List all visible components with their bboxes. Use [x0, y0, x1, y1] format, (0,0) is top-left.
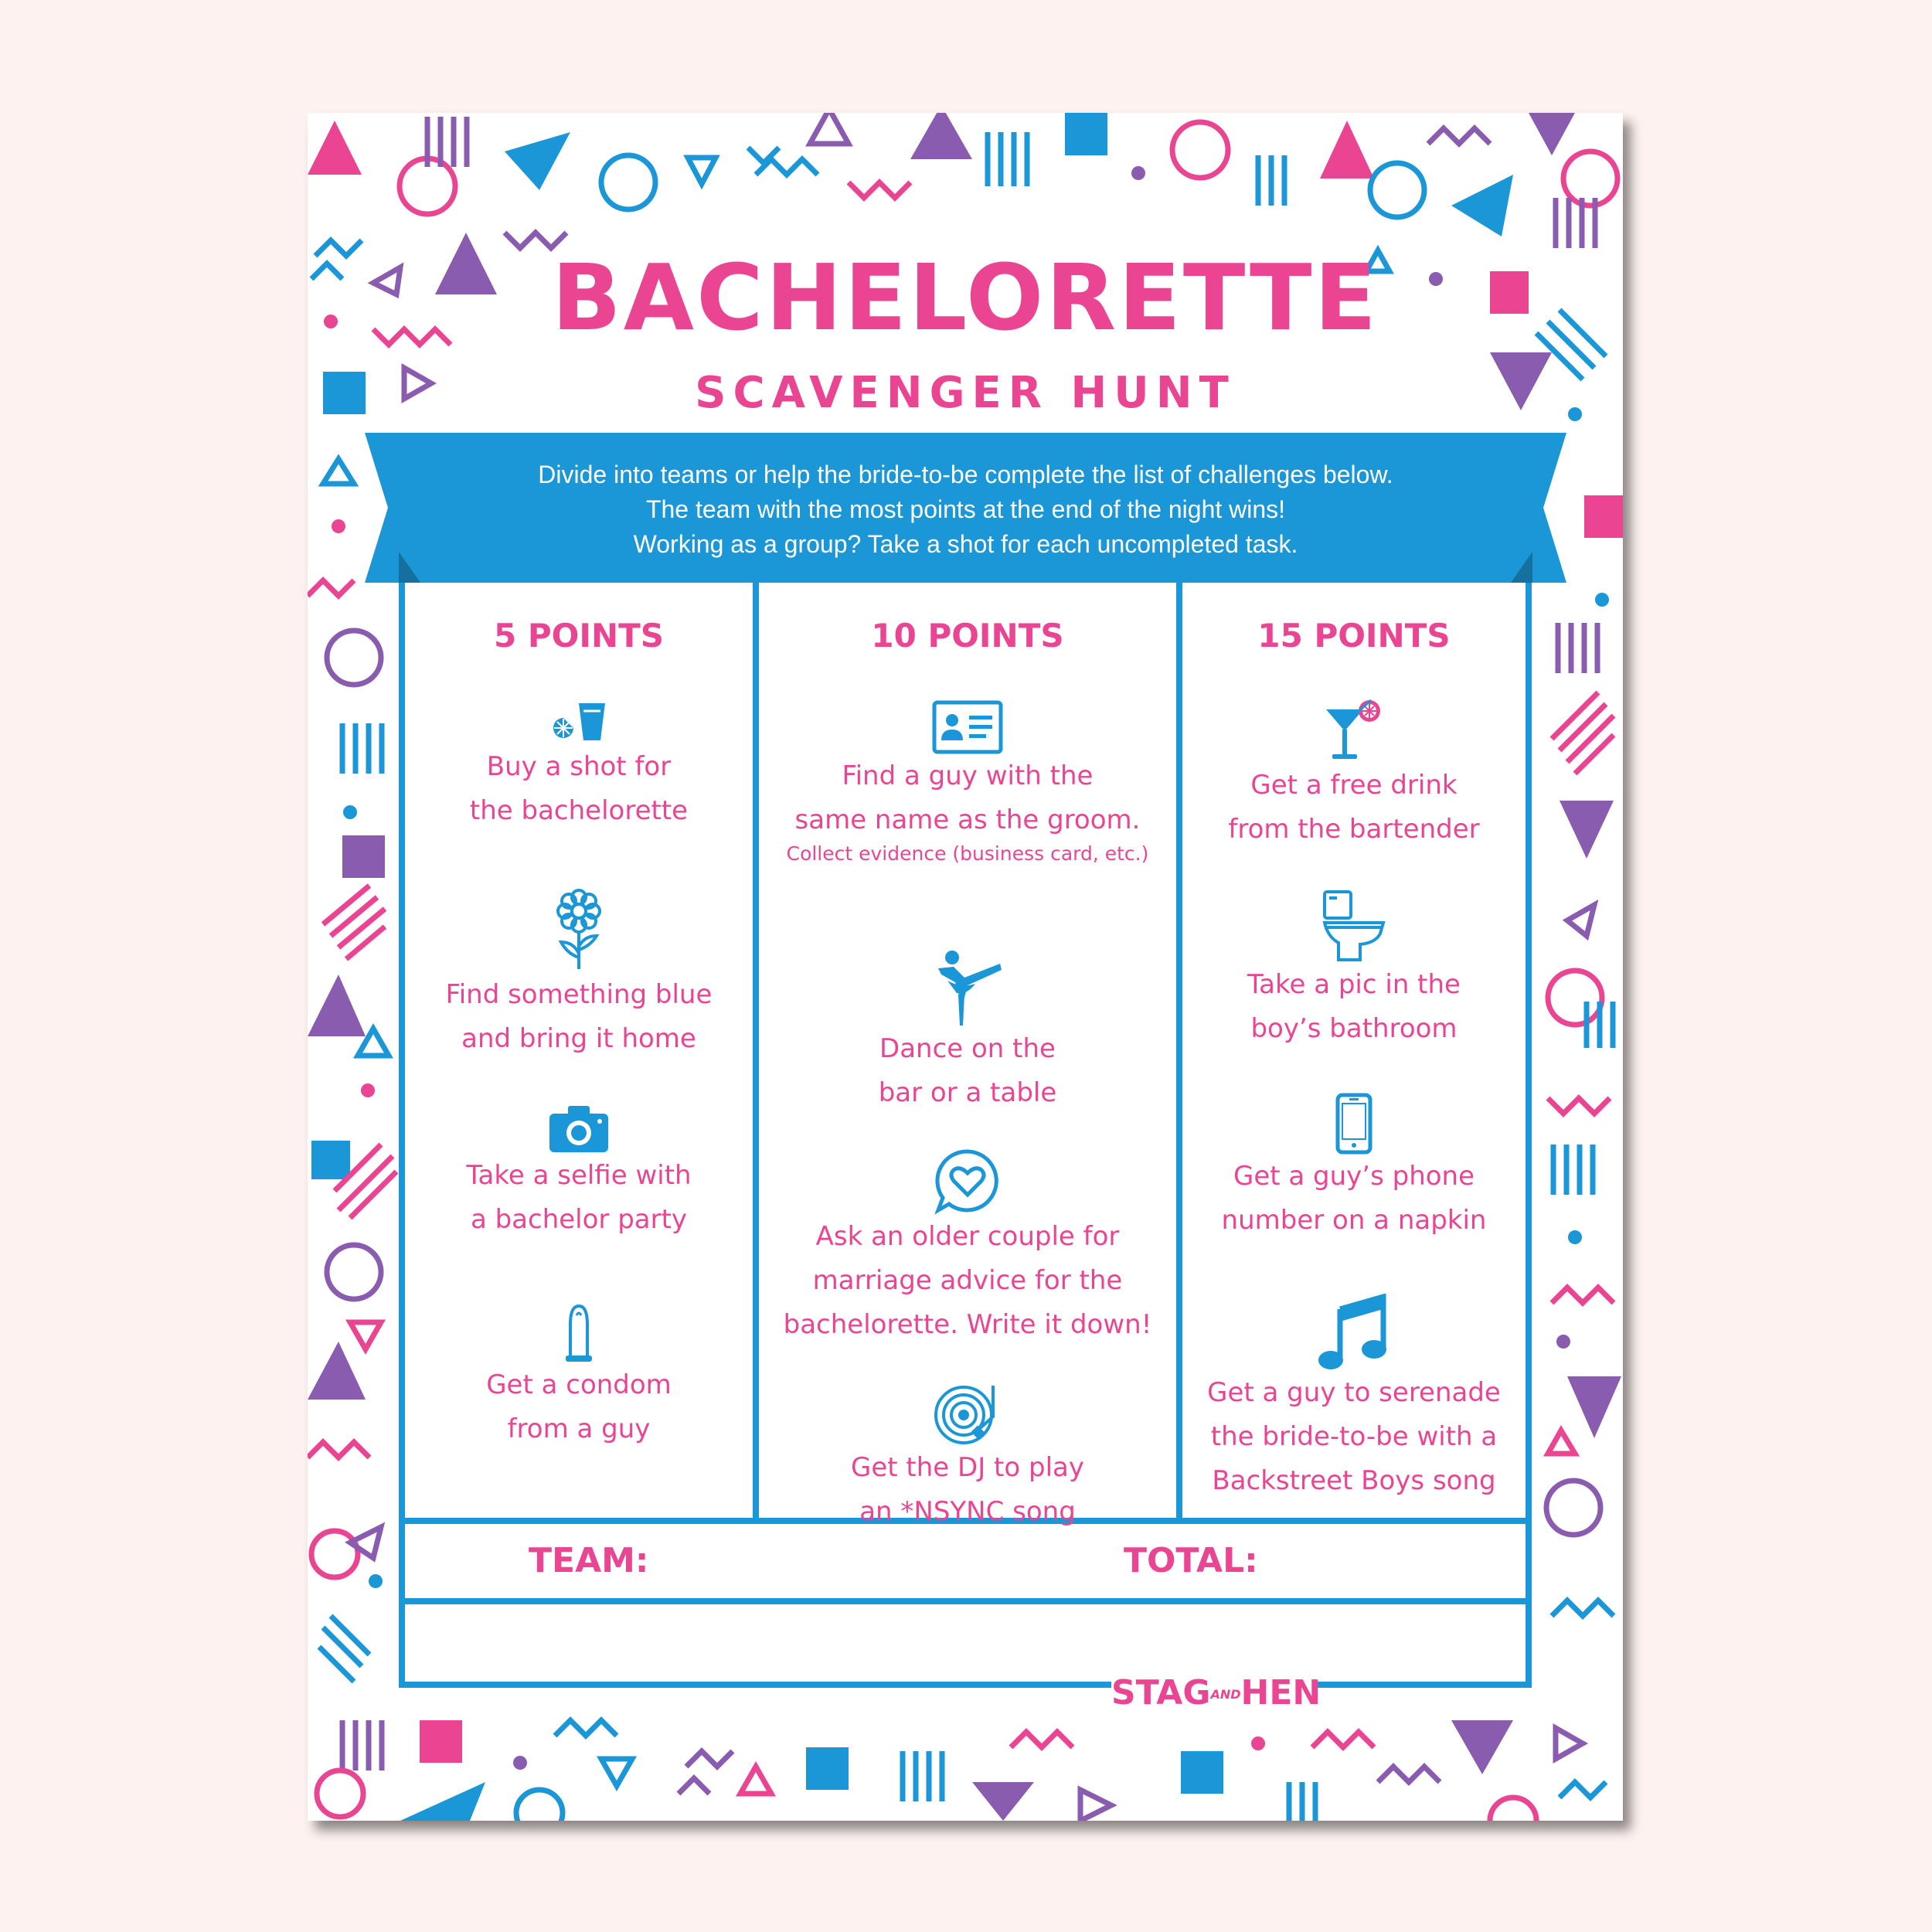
task-text: Get a free drink from the bartender	[1228, 770, 1480, 845]
logo-text: HEN	[1240, 1673, 1321, 1713]
column-10-points	[759, 583, 1176, 1527]
shot-glass-icon	[548, 699, 610, 745]
task-item	[1182, 1294, 1526, 1503]
camera-icon	[548, 1104, 610, 1154]
flower-icon	[552, 888, 606, 973]
task-item	[1182, 699, 1526, 852]
logo-text: STAG	[1111, 1673, 1211, 1713]
task-text: Get the DJ to play an *NSYNC song	[851, 1452, 1084, 1527]
instruction-line: The team with the most points at the end of the night wins!	[645, 495, 1286, 523]
column-5-points	[405, 583, 753, 1518]
task-item	[759, 1147, 1176, 1347]
task-item	[1182, 1093, 1526, 1243]
instruction-line: Working as a group? Take a shot for each uncompleted task.	[633, 530, 1298, 558]
condom-icon	[560, 1301, 598, 1363]
task-text: Ask an older couple for marriage advice for the bachelorette. Write it down!	[783, 1221, 1152, 1340]
stag-and-hen-logo	[1111, 1666, 1321, 1720]
instructions-text	[411, 457, 1520, 562]
task-text: Get a guy’s phone number on a napkin	[1221, 1161, 1487, 1236]
task-note: Collect evidence (business card, etc.)	[786, 842, 1149, 865]
column-15-points	[1182, 583, 1526, 1518]
task-item	[405, 888, 753, 1061]
task-item	[405, 1104, 753, 1242]
logo-text: AND	[1210, 1687, 1241, 1702]
page-subtitle: SCAVENGER HUNT	[695, 368, 1236, 418]
column-header: 5 POINTS	[493, 617, 664, 655]
challenge-table	[399, 583, 1532, 1688]
page-title: BACHELORETTE	[551, 244, 1379, 351]
task-item	[759, 950, 1176, 1115]
dancer-icon	[930, 950, 1005, 1027]
total-label: TOTAL:	[1124, 1541, 1258, 1580]
instruction-line: Divide into teams or help the bride-to-be complete the list of challenges below.	[538, 461, 1393, 488]
task-item	[405, 1301, 753, 1451]
task-text: Buy a shot for the bachelorette	[469, 751, 689, 826]
task-item	[1182, 889, 1526, 1051]
phone-icon	[1335, 1093, 1373, 1155]
music-note-icon	[1317, 1294, 1391, 1371]
task-item	[405, 699, 753, 833]
record-player-icon	[933, 1383, 1002, 1446]
task-text: Dance on the bar or a table	[878, 1033, 1057, 1108]
cocktail-icon	[1323, 699, 1385, 764]
task-text: Take a selfie with a bachelor party	[466, 1160, 692, 1235]
task-text: Get a guy to serenade the bride-to-be with a Backstreet Boys song	[1207, 1377, 1501, 1496]
task-text: Find something blue and bring it home	[445, 979, 713, 1054]
column-header: 10 POINTS	[871, 617, 1064, 655]
task-text: Find a guy with the same name as the groom.	[794, 760, 1141, 835]
scavenger-hunt-sheet	[308, 113, 1623, 1821]
id-card-icon	[932, 700, 1003, 754]
task-text: Take a pic in the boy’s bathroom	[1247, 969, 1461, 1044]
task-text: Get a condom from a guy	[486, 1369, 672, 1444]
toilet-icon	[1321, 889, 1386, 963]
task-item	[759, 700, 1176, 865]
task-item	[759, 1383, 1176, 1534]
team-label: TEAM:	[529, 1541, 649, 1580]
heart-speech-bubble-icon	[934, 1147, 1002, 1215]
instructions-banner	[365, 433, 1566, 583]
column-header: 15 POINTS	[1257, 617, 1451, 655]
